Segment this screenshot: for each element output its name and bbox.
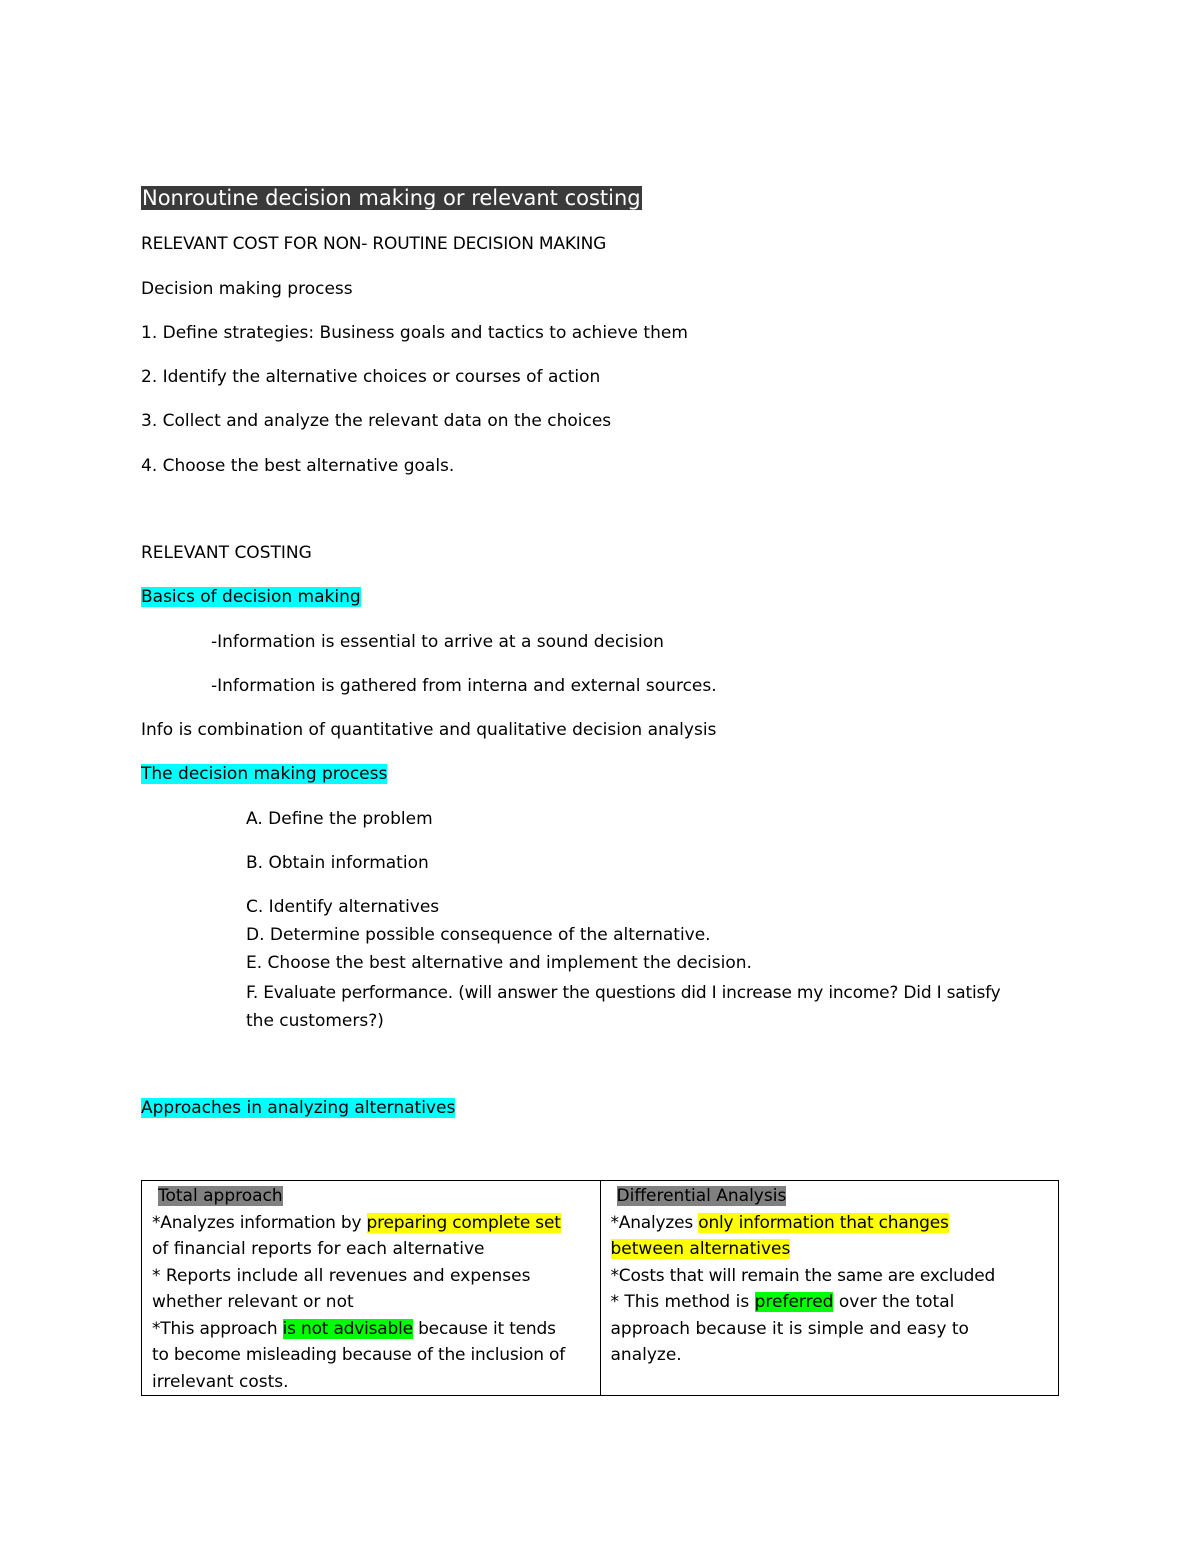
highlight-text: preparing complete set [366,1212,561,1233]
process-heading: Decision making process [141,279,353,299]
highlight-text: is not advisable [282,1318,413,1339]
differential-analysis-cell [600,1181,1059,1396]
approaches-heading-text: Approaches in analyzing alternatives [141,1098,456,1118]
dm-step: A. Define the problem [246,809,433,829]
total-approach-cell [142,1181,601,1396]
cell-line: to become misleading because of the inclusion of [152,1345,566,1365]
table-row [142,1181,1059,1396]
info-line: Info is combination of quantitative and qualitative decision analysis [141,720,717,740]
page-title [141,185,642,211]
highlight-text: between alternatives [610,1239,791,1259]
highlight-text: only information that changes [698,1212,949,1233]
cell-line: approach because it is simple and easy to [610,1318,969,1339]
cell-line: irrelevant costs. [152,1371,289,1392]
process-step: 1. Define strategies: Business goals and tactics to achieve them [141,323,688,343]
basics-item: -Information is essential to arrive at a sound decision [211,632,664,652]
cell-line: of financial reports for each alternative [152,1239,485,1259]
cell-line: * This method is preferred over the total [610,1292,955,1312]
dm-process-heading [141,763,387,785]
basics-heading-text: Basics of decision making [141,587,361,607]
dm-process-heading-text: The decision making process [141,764,388,784]
subtitle: RELEVANT COST FOR NON- ROUTINE DECISION MAKING [141,234,607,254]
process-step: 3. Collect and analyze the relevant data on the choices [141,411,612,431]
dm-step-continuation: the customers?) [246,1011,384,1031]
cell-line: *Analyzes information by preparing complete set [152,1212,561,1233]
differential-analysis-heading: Differential Analysis [616,1186,787,1206]
cell-line: *Analyzes only information that changes [610,1212,949,1233]
cell-line: analyze. [610,1345,682,1365]
dm-step: D. Determine possible consequence of the alternative. [246,925,711,945]
dm-step: B. Obtain information [246,853,429,873]
dm-step: E. Choose the best alternative and implement the decision. [246,953,752,973]
total-approach-heading: Total approach [158,1186,283,1206]
highlight-text: preferred [754,1292,834,1312]
cell-line: * Reports include all revenues and expenses [152,1265,531,1286]
approaches-heading [141,1097,455,1119]
cell-line: *This approach is not advisable because it tends [152,1318,556,1339]
process-step: 2. Identify the alternative choices or courses of action [141,367,601,387]
process-step: 4. Choose the best alternative goals. [141,456,455,476]
cell-line [611,1236,1049,1263]
basics-item: -Information is gathered from interna and external sources. [211,676,717,696]
approaches-table [141,1180,1059,1396]
dm-step: F. Evaluate performance. (will answer the questions did I increase my income? Did I satisfy [246,983,1001,1003]
relevant-costing-heading: RELEVANT COSTING [141,543,312,563]
cell-line: whether relevant or not [152,1292,354,1312]
basics-heading [141,586,361,608]
cell-line: *Costs that will remain the same are excluded [610,1265,996,1286]
page-title-text: Nonroutine decision making or relevant costing [142,186,641,210]
dm-step: C. Identify alternatives [246,897,440,917]
